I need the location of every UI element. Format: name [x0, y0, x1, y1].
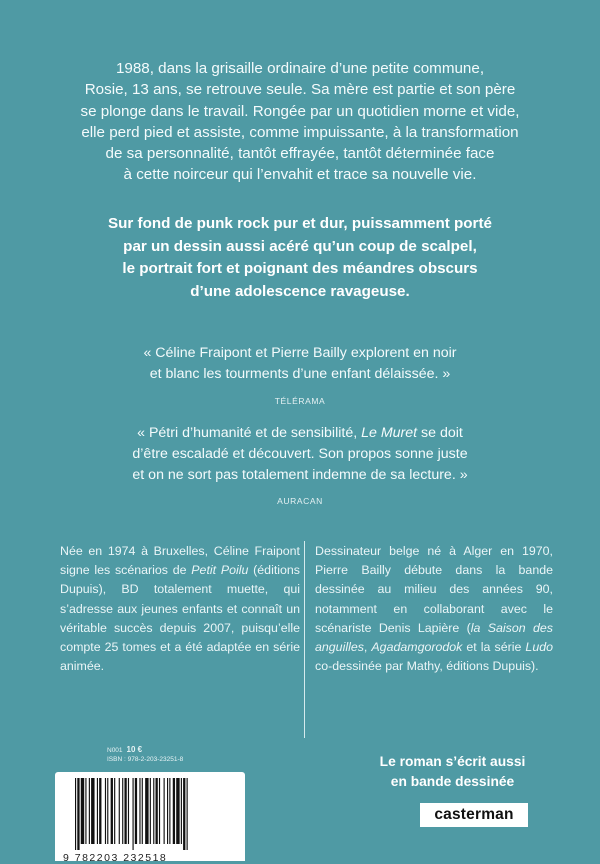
barcode-bar: [187, 778, 188, 850]
adaptation-note: [370, 752, 535, 792]
synopsis-line: 1988, dans la grisaille ordinaire d’une petite commune,: [115, 60, 485, 77]
barcode-bar: [85, 778, 86, 844]
barcode-bar: [153, 778, 154, 844]
bio-text: [315, 542, 553, 676]
tagline-line: par un dessin aussi acéré qu’un coup de scalpel,: [123, 237, 477, 255]
bio-text-part: (éditions Dupuis), BD totalement muette, qui s’adresse aux jeunes enfants et connaît un véritable succès depuis 2007, puisqu’elle compte 25 tomes et a été adaptée en série animée.: [60, 563, 300, 674]
barcode-bar: [142, 778, 143, 844]
barcode-bar: [89, 778, 90, 844]
barcode-bar: [111, 778, 113, 844]
barcode-block: [55, 745, 250, 864]
bio-text: [60, 542, 300, 676]
quote-line: et on ne sort pas totalement indemne de sa lecture. »: [132, 466, 468, 483]
barcode-bars: [75, 778, 225, 850]
price: 10 €: [126, 745, 143, 754]
barcode-bar: [176, 778, 179, 844]
barcode-bar: [124, 778, 126, 844]
barcode-bar: [75, 778, 76, 850]
barcode-bar: [77, 778, 79, 850]
series-title: Petit Poilu: [191, 563, 249, 578]
adaptation-line: Le roman s’écrit aussi: [379, 754, 526, 769]
barcode-bar: [105, 778, 106, 844]
barcode-bar: [119, 778, 120, 844]
bio-text-part: co-dessinée par Mathy, éditions Dupuis).: [315, 659, 539, 674]
barcode-bar: [133, 778, 134, 850]
column-divider: [304, 541, 305, 738]
quote-line: et blanc les tourments d’une enfant délaissée. »: [149, 365, 451, 382]
bio-text-part: ,: [363, 640, 372, 655]
barcode-bar: [91, 778, 94, 844]
press-quote-auracan: [70, 423, 530, 512]
barcode-bar: [159, 778, 160, 844]
author-bio-writer: [60, 542, 300, 676]
barcode-bar: [183, 778, 185, 850]
book-title: Le Muret: [361, 425, 418, 441]
barcode-bar: [81, 778, 84, 844]
barcode-bar: [167, 778, 168, 844]
quote-line: [70, 423, 530, 444]
synopsis-line: Rosie, 13 ans, se retrouve seule. Sa mère est partie et son père: [84, 81, 516, 99]
barcode-bar: [145, 778, 148, 844]
barcode-bar: [107, 778, 108, 844]
bio-text-part: Née en 1974 à Bruxelles, Céline Fraipont signe les scénarios de: [60, 544, 300, 578]
quote-source: AURACAN: [277, 496, 323, 507]
quote-line: d’être escaladé et découvert. Son propos sonne juste: [132, 445, 468, 462]
synopsis-line: elle perd pied et assiste, comme impuissante, à la transformation: [81, 123, 519, 141]
bio-text-part: Dessinateur belge né à Alger en 1970, Pierre Bailly débute dans la bande dessinée au milieu des années 90, notamment en collaborant avec le scénariste Denis Lapière (: [315, 544, 553, 635]
barcode: [55, 772, 245, 864]
barcode-bar: [150, 778, 151, 844]
barcode-bar: [122, 778, 123, 844]
barcode-bar: [128, 778, 129, 844]
price-line: [107, 745, 142, 754]
tagline-line: d’une adolescence ravageuse.: [190, 282, 410, 300]
series-title: la Saison des anguilles: [315, 620, 553, 655]
adaptation-line: en bande dessinée: [390, 774, 515, 789]
barcode-bar: [173, 778, 175, 844]
synopsis: [80, 58, 520, 186]
tagline-line: Sur fond de punk rock pur et dur, puissamment porté: [108, 215, 492, 232]
series-title: Agadamgorodok: [371, 640, 463, 655]
quote-line: « Céline Fraipont et Pierre Bailly explorent en noir: [143, 345, 457, 361]
author-bio-artist: [315, 542, 553, 676]
isbn: ISBN : 978-2-203-23251-8: [107, 756, 184, 763]
barcode-bar: [156, 778, 158, 844]
bio-text-part: et la série: [462, 640, 526, 655]
series-title: Ludo: [525, 640, 553, 655]
product-code: N001: [107, 747, 123, 754]
tagline-line: le portrait fort et poignant des méandres obscurs: [122, 260, 478, 278]
barcode-digits: 9 782203 232518: [63, 852, 168, 864]
synopsis-line: à cette noirceur qui l’envahit et trace sa nouvelle vie.: [123, 166, 477, 184]
synopsis-line: de sa personnalité, tantôt effrayée, tantôt déterminée face: [105, 145, 495, 163]
synopsis-line: se plonge dans le travail. Rongée par un quotidien morne et vide,: [80, 102, 520, 120]
quote-source: TÉLÉRAMA: [274, 395, 326, 406]
publisher-logo: casterman: [420, 803, 528, 827]
barcode-bar: [135, 778, 137, 844]
tagline: [84, 213, 516, 303]
barcode-bar: [99, 778, 101, 844]
press-quote-telerama: [70, 343, 530, 411]
barcode-bar: [139, 778, 140, 844]
barcode-bar: [164, 778, 165, 844]
quote-text: « Pétri d’humanité et de sensibilité,: [137, 425, 362, 441]
barcode-bar: [169, 778, 170, 844]
quote-text: se doit: [417, 425, 463, 441]
barcode-bar: [181, 778, 182, 844]
barcode-bar: [97, 778, 98, 844]
barcode-bar: [114, 778, 115, 844]
